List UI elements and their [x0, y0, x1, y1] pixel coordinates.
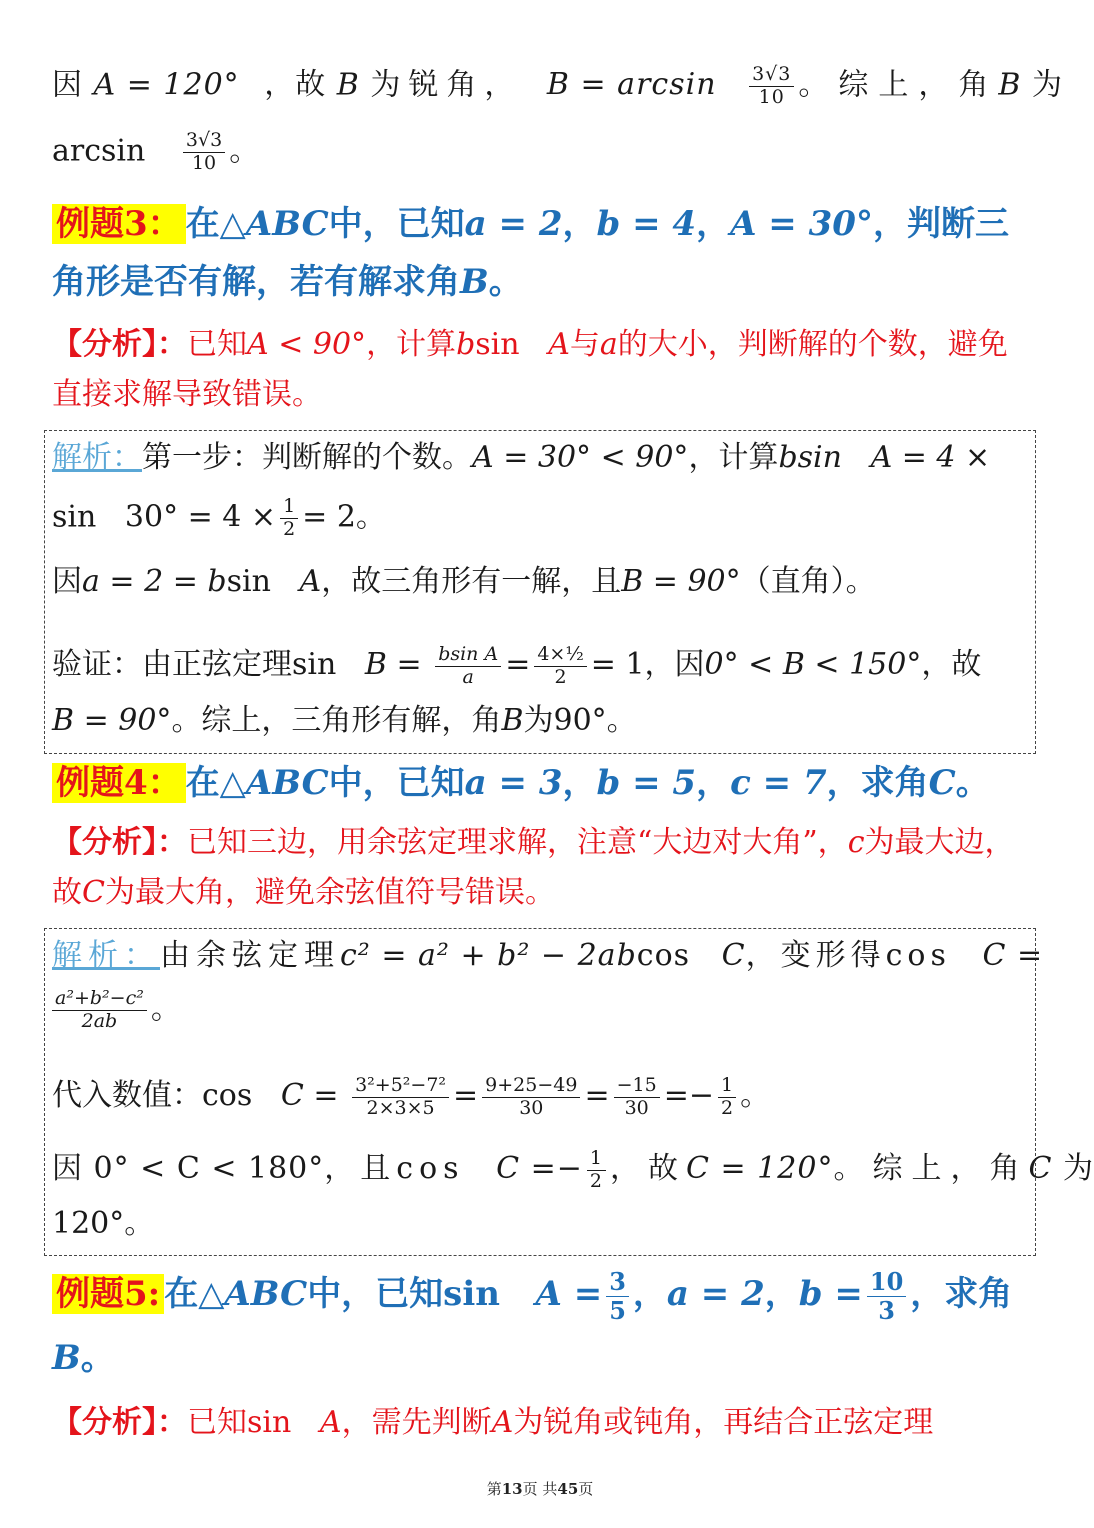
- math: B = arcsin: [546, 67, 717, 103]
- fraction: $\frac{-15}{30}$: [614, 1075, 660, 1120]
- fraction: $\frac{\text{a²+b²−c²}}{2ab}$: [52, 988, 147, 1033]
- ex4-sol-line-4: 因 0° < C < 180°，且cos C =− $\frac{1}{2}$ ，故C = 120°。综上，角C 为: [52, 1146, 1094, 1192]
- fraction: $\frac{3}{5}$: [606, 1268, 629, 1324]
- example-badge: 例题3：: [52, 204, 186, 244]
- example-badge: 例题5:: [52, 1274, 164, 1314]
- ex4-sol-line-2: $\frac{\text{a²+b²−c²}}{2ab}$ 。: [52, 988, 1028, 1033]
- text: 因: [52, 67, 94, 103]
- fraction: $\frac{\text{4×½}}{2}$: [534, 644, 586, 689]
- fraction: $\frac{1}{2}$: [280, 496, 298, 541]
- ex4-sol-line-1: 解析：由余弦定理c² = a² + b² − 2abcos C，变形得cos C =: [52, 938, 1044, 973]
- example-5-title: 例题5: 在△ABC中，已知sin A = $\frac{3}{5}$ ，a = 2，b = $\frac{10}{3}$ ，求角 B。: [52, 1266, 1013, 1378]
- solution-label: 解析：: [52, 440, 142, 475]
- example-4-analysis: 【分析】：已知三边，用余弦定理求解，注意“大边对大角”，c为最大边，故C为最大角，避免余弦值符号错误。: [52, 825, 1015, 910]
- analysis-tag: 【分析】：: [52, 825, 187, 860]
- text: ，故: [264, 67, 327, 103]
- ex4-sol-line-5: 120°。: [52, 1206, 155, 1241]
- text: 为: [1031, 67, 1063, 103]
- fraction: $\frac{3√3}{10}$: [183, 130, 225, 175]
- text: 为锐角，: [370, 67, 523, 103]
- text: 。: [229, 133, 260, 169]
- fraction: $\frac{9+25-49}{30}$: [482, 1075, 580, 1120]
- text: 。综上，角: [798, 67, 999, 103]
- page-footer: 第13页 共45页: [486, 1480, 594, 1498]
- example-5-analysis: 【分析】：已知sin A，需先判断A为锐角或钝角，再结合正弦定理: [52, 1405, 934, 1440]
- ex3-sol-line-2: sin 30° = 4 × $\frac{1}{2}$ = 2。: [52, 495, 386, 540]
- example-badge: 例题4：: [52, 763, 186, 803]
- intro-line-1: [52, 63, 1063, 109]
- ex3-sol-line-4: 验证：由正弦定理sin B = $\frac{\text{bsin A}}{a}$ = $\frac{\text{4×½}}{2}$ = 1，因0° < B < 150°，故: [52, 642, 982, 688]
- example-3-title: 例题3： 在△ABC中，已知a = 2，b = 4，A = 30°，判断三角形是否有解，若有解求角B。: [52, 204, 1009, 302]
- fraction: $\frac{\text{bsin A}}{a}$: [435, 644, 501, 689]
- ex3-sol-line-1: 解析：第一步：判断解的个数。A = 30° < 90°，计算bsin A = 4 ×: [52, 440, 991, 475]
- example-3-analysis: 【分析】：已知A < 90°，计算bsin A与a的大小，判断解的个数，避免直接求解导致错误。: [52, 327, 1008, 412]
- fraction: $\frac{1}{2}$: [587, 1148, 606, 1193]
- math: B: [336, 67, 360, 103]
- fraction: $\frac{\text{3²+5²−7²}}{2\times 3\times 5}$: [352, 1075, 449, 1120]
- page-number: 13: [501, 1480, 523, 1498]
- ex4-sol-line-3: 代入数值：cos C = $\frac{\text{3²+5²−7²}}{2\times 3\times 5}$ = $\frac{9+25-49}{30}$ = $\frac{-15}{30}$ =− $\frac{1}{2}$ 。: [52, 1073, 771, 1119]
- intro-line-2: [52, 130, 1028, 175]
- math: arcsin: [52, 133, 146, 169]
- analysis-tag: 【分析】：: [52, 327, 187, 362]
- ex3-sol-line-3: 因a = 2 = bsin A，故三角形有一解，且B = 90°（直角）。: [52, 564, 876, 599]
- total-pages: 45: [557, 1480, 579, 1498]
- analysis-tag: 【分析】：: [52, 1405, 187, 1440]
- math: A = 120°: [93, 67, 240, 103]
- solution-label: 解析：: [52, 938, 160, 973]
- example-4-title: 例题4： 在△ABC中，已知a = 3，b = 5，c = 7，求角C。: [52, 755, 1028, 813]
- math: B: [998, 67, 1022, 103]
- fraction: $\frac{1}{2}$: [718, 1075, 736, 1120]
- ex3-sol-line-5: B = 90°。综上，三角形有解，角B为90°。: [52, 703, 637, 738]
- fraction: $\frac{3√3}{10}$: [749, 64, 794, 109]
- fraction: $\frac{10}{3}$: [867, 1268, 906, 1324]
